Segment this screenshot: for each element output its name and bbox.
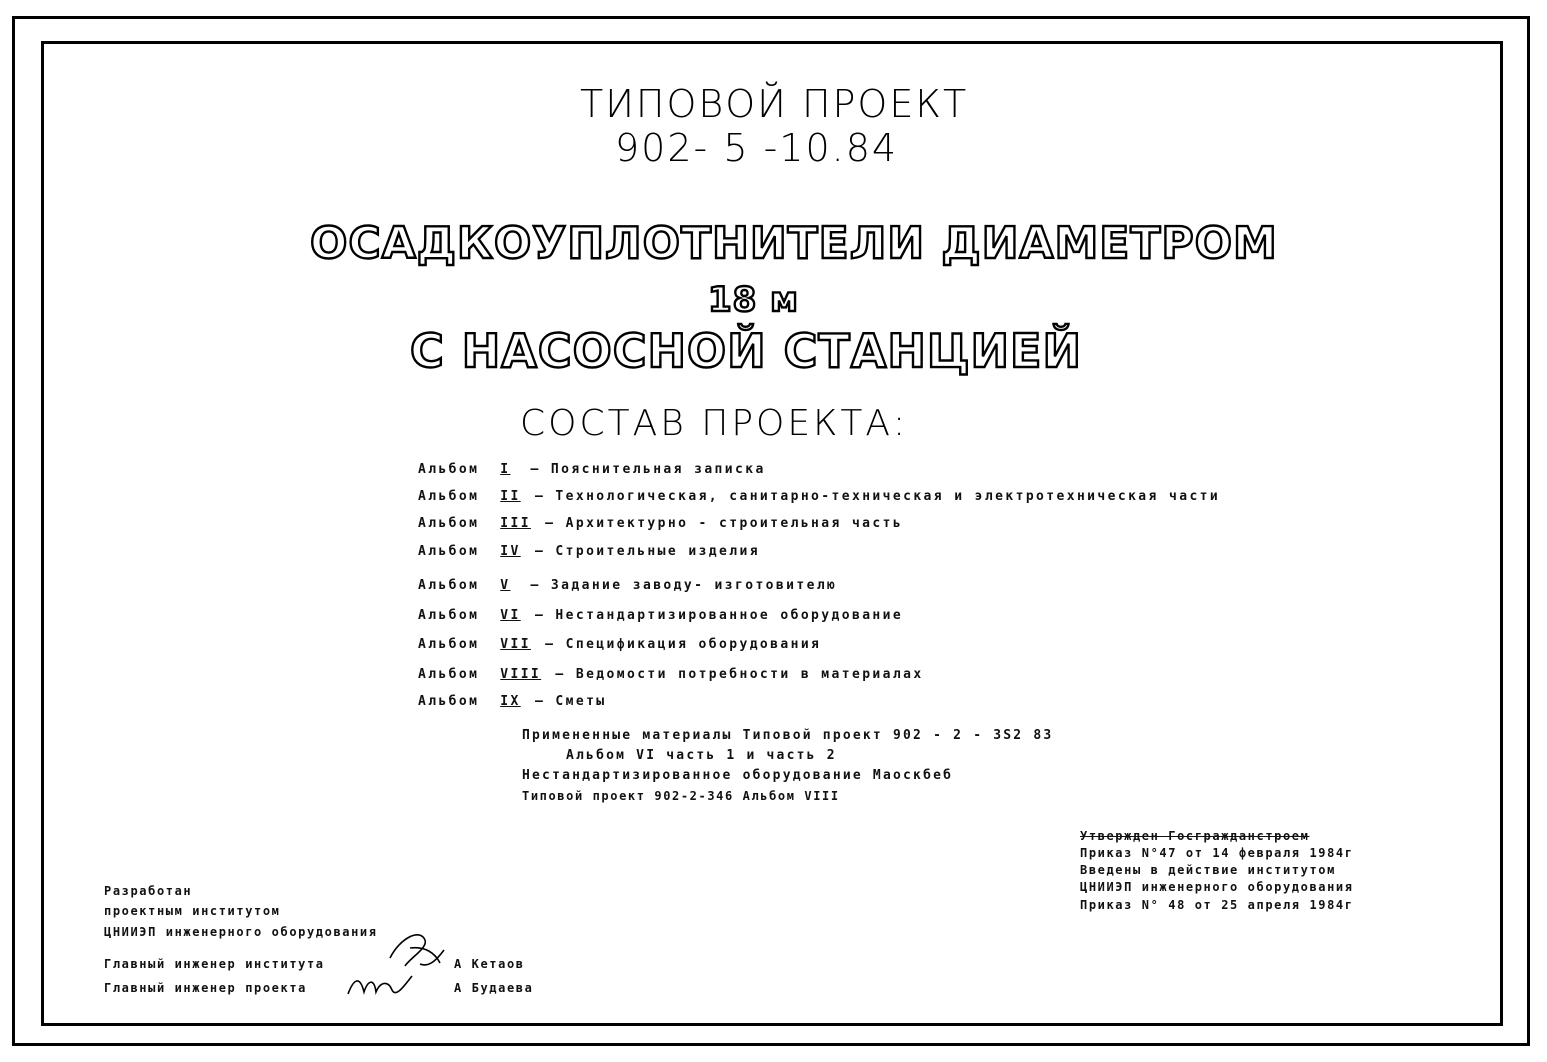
project-number: 902- 5 -10.84 — [615, 126, 899, 170]
title-line-1: ОСАДКОУПЛОТНИТЕЛИ ДИАМЕТРОМ — [310, 218, 1278, 269]
album-label: Альбом — [418, 608, 480, 623]
chief-engineer-institute-name: А Кетаов — [454, 957, 525, 971]
album-description: – Сметы — [534, 694, 607, 709]
album-row — [418, 516, 903, 531]
project-type-heading: ТИПОВОЙ ПРОЕКТ — [580, 82, 969, 126]
chief-engineer-project-name: А Будаева — [454, 981, 534, 995]
applied-materials-line-3: Нестандартизированное оборудование Маоскбеб — [522, 768, 954, 783]
album-row — [418, 608, 903, 623]
album-row — [418, 489, 1220, 504]
album-description: – Ведомости потребности в материалах — [555, 667, 924, 682]
album-label: Альбом — [418, 637, 480, 652]
signature-project-engineer — [340, 968, 420, 1004]
album-description: – Технологическая, санитарно-техническая и электротехническая части — [534, 489, 1221, 504]
album-row — [418, 578, 837, 593]
album-row — [418, 637, 821, 652]
album-description: – Пояснительная записка — [530, 462, 766, 477]
approval-line-1: Утвержден Госгражданстроем — [1080, 829, 1310, 843]
album-number: I — [500, 462, 511, 477]
album-number: VII — [500, 637, 531, 652]
album-row — [418, 544, 760, 559]
album-row — [418, 667, 924, 682]
title-line-3: С НАСОСНОЙ СТАНЦИЕЙ — [410, 324, 1082, 378]
album-description: – Задание заводу- изготовителю — [530, 578, 838, 593]
chief-engineer-institute-role: Главный инженер института — [104, 957, 325, 971]
album-number: VIII — [500, 667, 542, 682]
album-label: Альбом — [418, 516, 480, 531]
album-label: Альбом — [418, 667, 480, 682]
applied-materials-line-1: Примененные материалы Типовой проект 902 - 2 - 3S2 83 — [522, 728, 1054, 743]
album-number: V — [500, 578, 511, 593]
applied-materials-line-4: Типовой проект 902-2-346 Альбом VIII — [522, 789, 840, 803]
inner-frame — [41, 41, 1503, 1026]
developer-line-2: проектным институтом — [104, 904, 281, 918]
title-line-2: 18 м — [708, 280, 799, 320]
album-row — [418, 462, 766, 477]
album-number: IX — [500, 694, 521, 709]
album-number: IV — [500, 544, 521, 559]
album-label: Альбом — [418, 462, 480, 477]
album-label: Альбом — [418, 578, 480, 593]
album-number: III — [500, 516, 531, 531]
album-description: – Нестандартизированное оборудование — [534, 608, 904, 623]
album-row — [418, 694, 607, 709]
approval-line-3: Введены в действие институтом — [1080, 863, 1336, 877]
album-label: Альбом — [418, 694, 480, 709]
developer-line-3: ЦНИИЭП инженерного оборудования — [104, 925, 378, 939]
approval-line-4: ЦНИИЭП инженерного оборудования — [1080, 880, 1354, 894]
album-description: – Спецификация оборудования — [545, 637, 822, 652]
approval-line-5: Приказ N° 48 от 25 апреля 1984г — [1080, 898, 1354, 912]
developer-line-1: Разработан — [104, 884, 193, 898]
album-description: – Строительные изделия — [534, 544, 760, 559]
album-description: – Архитектурно - строительная часть — [545, 516, 904, 531]
approval-line-2: Приказ N°47 от 14 февраля 1984г — [1080, 846, 1354, 860]
album-label: Альбом — [418, 544, 480, 559]
album-label: Альбом — [418, 489, 480, 504]
album-number: II — [500, 489, 521, 504]
composition-heading: СОСТАВ ПРОЕКТА: — [520, 403, 909, 444]
applied-materials-line-2: Альбом VI часть 1 и часть 2 — [566, 748, 837, 763]
album-number: VI — [500, 608, 521, 623]
chief-engineer-project-role: Главный инженер проекта — [104, 981, 307, 995]
